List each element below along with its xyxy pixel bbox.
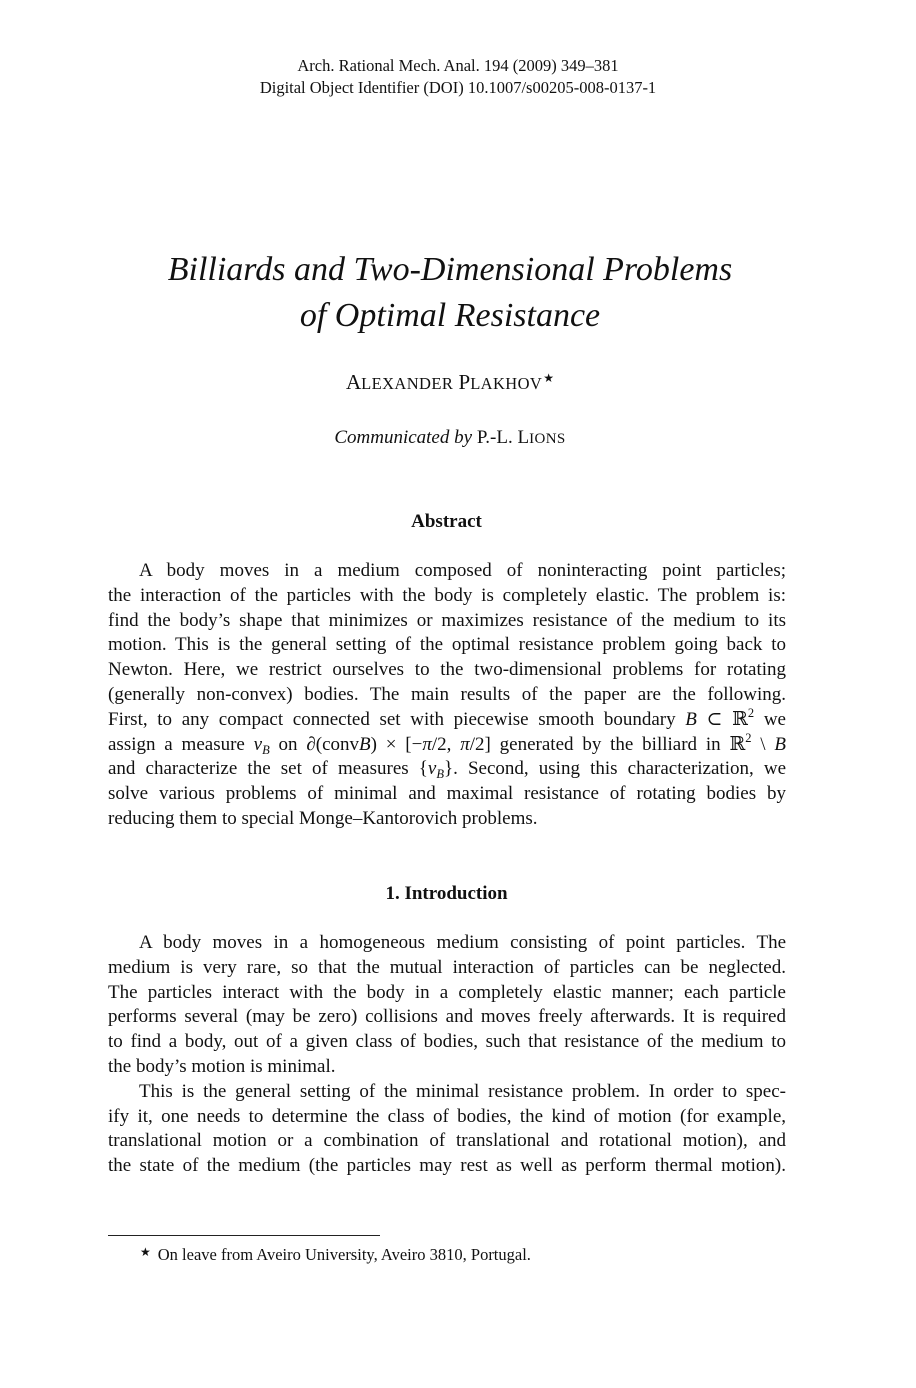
author-last-initial: P bbox=[458, 370, 471, 394]
abstract-line: A body moves in a medium composed of noninteracting point particles; bbox=[139, 560, 786, 581]
abstract-line: motion. This is the general setting of the optimal resistance problem going back to bbox=[108, 634, 786, 656]
author-footnote-mark: ★ bbox=[543, 371, 555, 385]
intro-line: to find a body, out of a given class of bodies, such that resistance of the medium to bbox=[108, 1031, 786, 1053]
intro-line: The particles interact with the body in a completely elastic manner; each particle bbox=[108, 981, 786, 1003]
intro-line: the body’s motion is minimal. bbox=[108, 1055, 336, 1077]
journal-header bbox=[0, 55, 916, 99]
abstract-heading: Abstract bbox=[411, 511, 482, 532]
title-line-1: Billiards and Two-Dimensional Problems bbox=[167, 251, 733, 288]
communicator-initial: P.-L. L bbox=[476, 427, 530, 448]
abstract-line: find the body’s shape that minimizes or maximizes resistance of the medium to its bbox=[108, 609, 786, 631]
journal-doi: Digital Object Identifier (DOI) 10.1007/s00205-008-0137-1 bbox=[259, 78, 657, 97]
communicated-prefix: Communicated by bbox=[334, 427, 473, 448]
intro-line: medium is very rare, so that the mutual interaction of particles can be neglected. bbox=[108, 956, 786, 978]
communicator-rest: IONS bbox=[529, 431, 566, 447]
intro-line: translational motion or a combination of translational and rotational motion), and bbox=[108, 1130, 786, 1152]
footnote-text: On leave from Aveiro University, Aveiro 3810, Portugal. bbox=[157, 1245, 531, 1264]
footnote-mark: ★ bbox=[140, 1245, 151, 1259]
paper-title bbox=[0, 247, 900, 339]
author-last-rest: LAKHOV bbox=[470, 374, 543, 393]
intro-line: performs several (may be zero) collisions and moves freely afterwards. It is required bbox=[108, 1006, 786, 1028]
introduction-heading: 1. Introduction bbox=[385, 883, 508, 904]
intro-line: the state of the medium (the particles may rest as well as perform thermal motion). bbox=[108, 1155, 786, 1177]
abstract-body bbox=[108, 559, 786, 832]
abstract-line: the interaction of the particles with the body is completely elastic. The problem is: bbox=[108, 584, 786, 606]
abstract-line-math-3: and characterize the set of measures $\{\nu_B\}$. Second, using this characterization, we bbox=[108, 758, 786, 782]
abstract-line-math-2: assign a measure $\nu_B$ on ∂(convB) × [−π/2, π/2] generated by the billiard in ℝ$^2$ \ B bbox=[108, 730, 787, 757]
author-first-rest: LEXANDER bbox=[361, 374, 454, 393]
abstract-line-math-1: First, to any compact connected set with piecewise smooth boundary B ⊂ ℝ$^2$ we bbox=[108, 705, 786, 730]
abstract-line: reducing them to special Monge–Kantorovich problems. bbox=[108, 807, 538, 829]
author-name bbox=[0, 365, 900, 397]
abstract-line: (generally non-convex) bodies. The main results of the paper are the following. bbox=[108, 683, 786, 705]
communicated-by bbox=[0, 425, 900, 452]
footnote-rule bbox=[108, 1235, 380, 1236]
introduction-body bbox=[108, 931, 786, 1179]
title-line-2: of Optimal Resistance bbox=[299, 297, 601, 334]
intro-line: This is the general setting of the minimal resistance problem. In order to spec- bbox=[139, 1080, 786, 1102]
abstract-line: Newton. Here, we restrict ourselves to the two-dimensional problems for rotating bbox=[108, 659, 786, 681]
footnote bbox=[140, 1241, 531, 1266]
intro-line: A body moves in a homogeneous medium consisting of point particles. The bbox=[139, 932, 786, 953]
intro-line: ify it, one needs to determine the class of bodies, the kind of motion (for example, bbox=[108, 1105, 786, 1127]
journal-citation: Arch. Rational Mech. Anal. 194 (2009) 349–381 bbox=[297, 56, 619, 75]
abstract-line: solve various problems of minimal and maximal resistance of rotating bodies by bbox=[108, 783, 786, 805]
author-first-initial: A bbox=[345, 370, 362, 394]
